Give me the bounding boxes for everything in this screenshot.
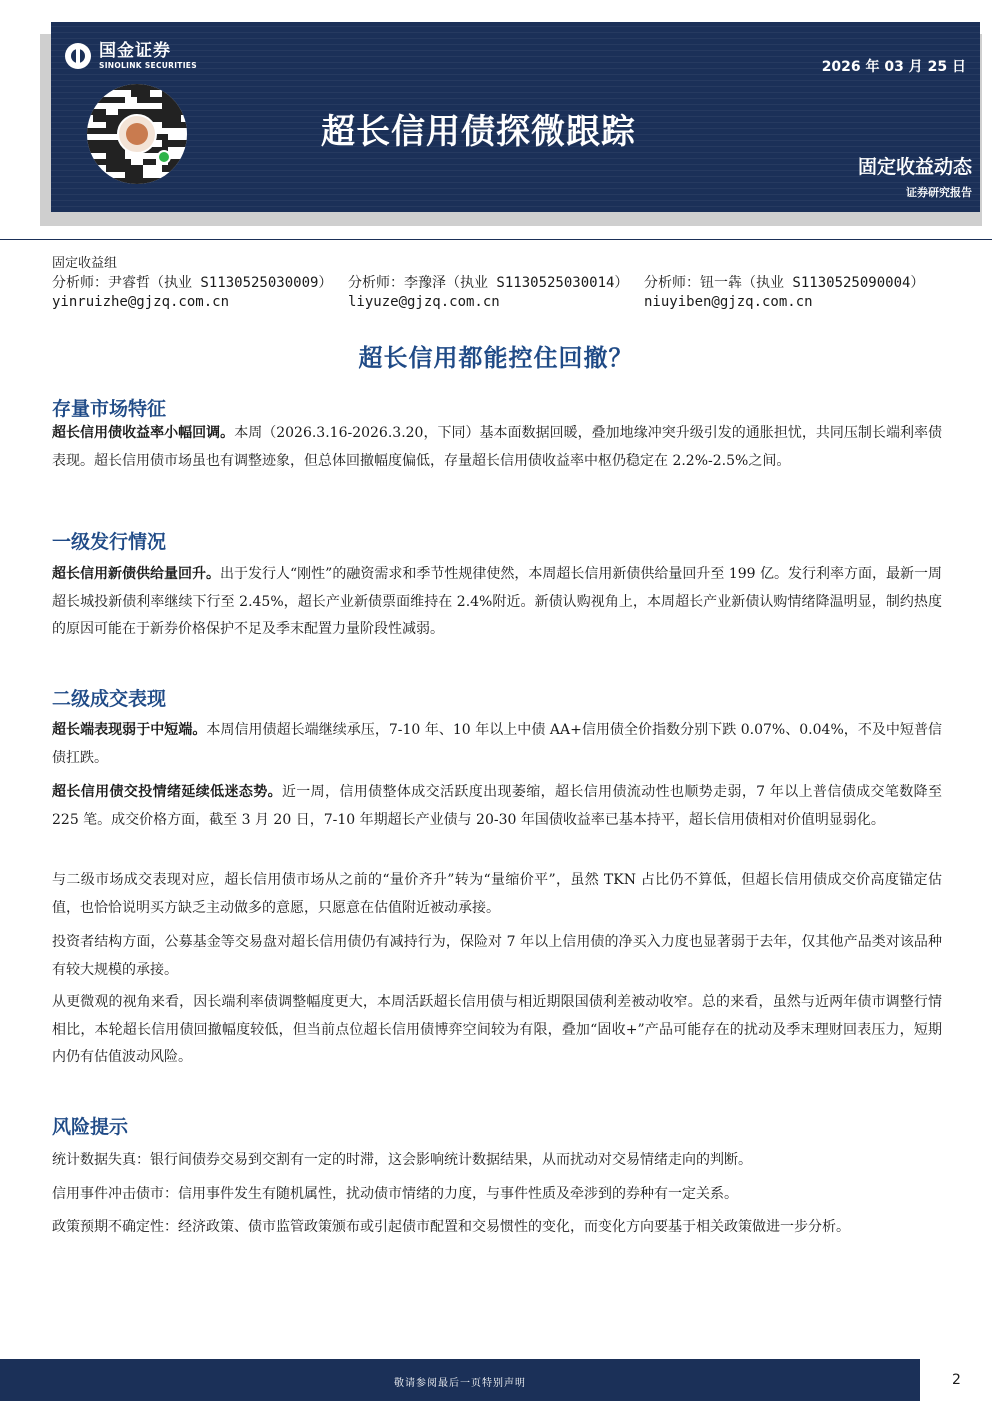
analyst-email[interactable]: liyuze@gjzq.com.cn	[348, 294, 500, 310]
paragraph: 政策预期不确定性：经济政策、债市监管政策颁布或引起债市配置和交易惯性的变化，而变化方向要基于相关政策做进一步分析。	[52, 1219, 850, 1235]
analyst-entry	[644, 272, 924, 310]
paragraph	[52, 420, 942, 475]
banner-stripe	[51, 32, 980, 33]
header-divider	[0, 239, 992, 240]
paragraph-lead: 超长信用新债供给量回升。	[52, 566, 221, 582]
section-title-secondary-trading: 二级成交表现	[52, 688, 167, 710]
section-title-risk-warning: 风险提示	[52, 1116, 129, 1138]
paragraph	[52, 561, 942, 644]
paragraph: 与二级市场成交表现对应，超长信用债市场从之前的“量价齐升”转为“量缩价平”，虽然 TKN 占比仍不算低，但超长信用债成交价高度锚定估值，也恰恰说明买方缺乏主动做多的意愿，只愿意在估值附近被动承接。	[52, 872, 942, 916]
logo-cn-text: 国金证券	[99, 41, 171, 61]
analyst-name: 分析师：尹睿哲（执业 S1130525030009）	[52, 275, 333, 291]
banner-stripe	[51, 176, 980, 177]
analyst-email[interactable]: yinruizhe@gjzq.com.cn	[52, 294, 230, 310]
article-headline: 超长信用都能控住回撤？	[358, 344, 634, 372]
banner-stripe	[51, 194, 980, 195]
analyst-name: 分析师：李豫泽（执业 S1130525030014）	[348, 275, 629, 291]
banner-stripe	[51, 38, 980, 39]
paragraph-lead: 超长信用债收益率小幅回调。	[52, 425, 235, 441]
banner-stripe	[51, 86, 980, 87]
analyst-entry	[348, 272, 628, 310]
banner-stripe	[51, 182, 980, 183]
mini-program-badge-icon	[157, 150, 171, 164]
footer-disclaimer[interactable]: 敬请参阅最后一页特别声明	[394, 1378, 526, 1389]
analyst-entry	[52, 272, 332, 310]
logo-en-text: SINOLINK SECURITIES	[99, 61, 197, 70]
analyst-email[interactable]: niuyiben@gjzq.com.cn	[644, 294, 813, 310]
banner-stripe	[51, 80, 980, 81]
banner-stripe	[51, 200, 980, 201]
report-subtype: 证券研究报告	[906, 186, 972, 199]
header-banner	[51, 22, 980, 212]
sinolink-logo-icon	[65, 43, 91, 69]
paragraph: 投资者结构方面，公募基金等交易盘对超长信用债仍有减持行为，保险对 7 年以上信用债的净买入力度也显著弱于去年，仅其他产品类对该品种有较大规模的承接。	[52, 934, 942, 978]
report-type: 固定收益动态	[857, 156, 972, 178]
paragraph	[52, 779, 942, 834]
banner-stripe	[51, 170, 980, 171]
banner-stripe	[51, 206, 980, 207]
paragraph: 信用事件冲击债市：信用事件发生有随机属性，扰动债市情绪的力度，与事件性质及牵涉到的券种有一定关系。	[52, 1186, 738, 1202]
banner-stripe	[51, 92, 980, 93]
paragraph	[52, 717, 942, 772]
banner-stripe	[51, 26, 980, 27]
paragraph-lead: 超长端表现弱于中短端。	[52, 722, 207, 738]
paragraph-body: 出于发行人“刚性”的融资需求和季节性规律使然，本周超长信用新债供给量回升至 199 亿。发行利率方面，最新一周超长城投新债利率继续下行至 2.45%，超长产业新债票面维持在 2.4%附近。新债认购视角上，本周超长产业新债认购情绪降温明显，制约热度的原因可能在于新券价格保护不足及季末配置力量阶段性减弱。	[52, 566, 942, 637]
paragraph-body: 近一周，信用债整体成交活跃度出现萎缩，超长信用债流动性也顺势走弱，7 年以上普信债成交笔数降至 225 笔。成交价格方面，截至 3 月 20 日，7-10 年期超长产业债与 20-30 年国债收益率已基本持平，超长信用债相对价值明显弱化。	[52, 784, 942, 828]
qr-center-logo-icon	[117, 114, 157, 154]
banner-stripe	[51, 158, 980, 159]
analyst-name: 分析师：钮一犇（执业 S1130525090004）	[644, 275, 925, 291]
paragraph-body: 本周信用债超长端继续承压，7-10 年、10 年以上中债 AA+信用债全价指数分别下跌 0.07%、0.04%，不及中短普信债扛跌。	[52, 722, 943, 766]
paragraph-body: 本周（2026.3.16-2026.3.20，下同）基本面数据回暖，叠加地缘冲突升级引发的通胀担忧，共同压制长端利率债表现。超长信用债市场虽也有调整迹象，但总体回撤幅度偏低，存量超长信用债收益率中枢仍稳定在 2.2%-2.5%之间。	[52, 425, 942, 469]
paragraph: 统计数据失真：银行间债券交易到交割有一定的时滞，这会影响统计数据结果，从而扰动对交易情绪走向的判断。	[52, 1152, 752, 1168]
section-title-stock-market: 存量市场特征	[52, 398, 167, 420]
paragraph: 从更微观的视角来看，因长端利率债调整幅度更大，本周活跃超长信用债与相近期限国债利差被动收窄。总的来看，虽然与近两年债市调整行情相比，本轮超长信用债回撤幅度较低，但当前点位超长信用债博弈空间较为有限，叠加“固收+”产品可能存在的扰动及季末理财回表压力，短期内仍有估值波动风险。	[52, 994, 942, 1065]
qr-code-icon	[87, 84, 187, 184]
banner-stripe	[51, 98, 980, 99]
report-date: 2026 年 03 月 25 日	[821, 59, 966, 75]
company-logo	[65, 42, 197, 70]
report-title: 超长信用债探微跟踪	[321, 112, 636, 152]
paragraph-lead: 超长信用债交投情绪延续低迷态势。	[52, 784, 282, 800]
banner-stripe	[51, 164, 980, 165]
banner-stripe	[51, 188, 980, 189]
section-title-primary-issuance: 一级发行情况	[52, 531, 167, 553]
analyst-group: 固定收益组	[52, 256, 118, 271]
page-number: 2	[952, 1372, 961, 1388]
